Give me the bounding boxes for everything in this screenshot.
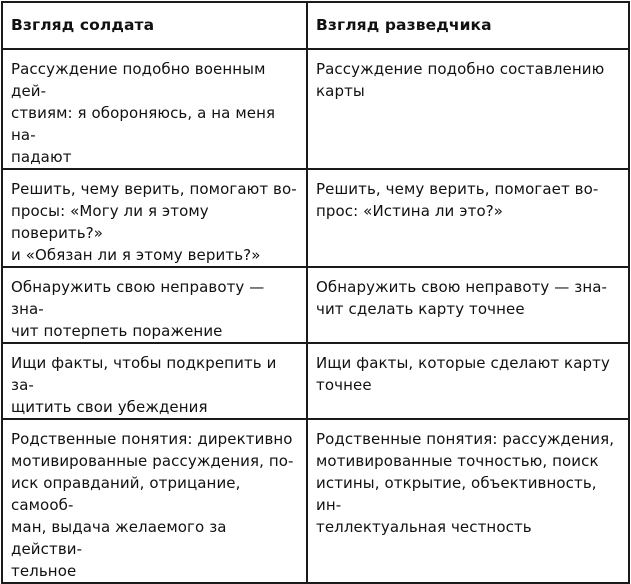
table-header-row (2, 2, 629, 49)
cell-text: Родственные понятия: директивно мотивированные рассуждения, по- иск оправданий, отрицание, самооб- ман, выдача желаемого за действи- тельное (11, 430, 294, 580)
cell-text: Решить, чему верить, помогают во- просы: «Могу ли я этому поверить?» и «Обязан ли я этому верить?» (11, 180, 297, 264)
table-cell-scout (307, 169, 629, 267)
table-cell-soldier (2, 343, 307, 419)
table-row (2, 267, 629, 343)
header-soldier: Взгляд солдата (2, 2, 307, 49)
cell-text: Ищи факты, чтобы подкрепить и за- щитить свои убеждения (11, 354, 277, 416)
table-cell-scout (307, 49, 629, 169)
table-cell-soldier (2, 169, 307, 267)
table-cell-soldier (2, 49, 307, 169)
cell-text: Ищи факты, которые сделают карту точнее (316, 354, 610, 394)
cell-text: Рассуждение подобно составлению карты (316, 60, 605, 100)
comparison-table-container (1, 1, 628, 580)
table-cell-soldier (2, 419, 307, 583)
table-cell-scout (307, 419, 629, 583)
table-row (2, 49, 629, 169)
table-row (2, 169, 629, 267)
table-cell-soldier (2, 267, 307, 343)
table-row (2, 419, 629, 583)
table-cell-scout (307, 343, 629, 419)
cell-text: Родственные понятия: рассуждения, мотивированные точностью, поиск истины, открытие, объективность, ин- теллектуальная честность (316, 430, 615, 536)
cell-text: Обнаружить свою неправоту — зна- чит потерпеть поражение (11, 278, 265, 340)
table-row (2, 343, 629, 419)
cell-text: Рассуждение подобно военным дей- ствиям: я обороняюсь, а на меня на- падают (11, 60, 276, 166)
header-scout: Взгляд разведчика (307, 2, 629, 49)
cell-text: Обнаружить свою неправоту — зна- чит сделать карту точнее (316, 278, 608, 318)
cell-text: Решить, чему верить, помогает во- прос: «Истина ли это?» (316, 180, 599, 220)
table-cell-scout (307, 267, 629, 343)
comparison-table (1, 1, 630, 584)
